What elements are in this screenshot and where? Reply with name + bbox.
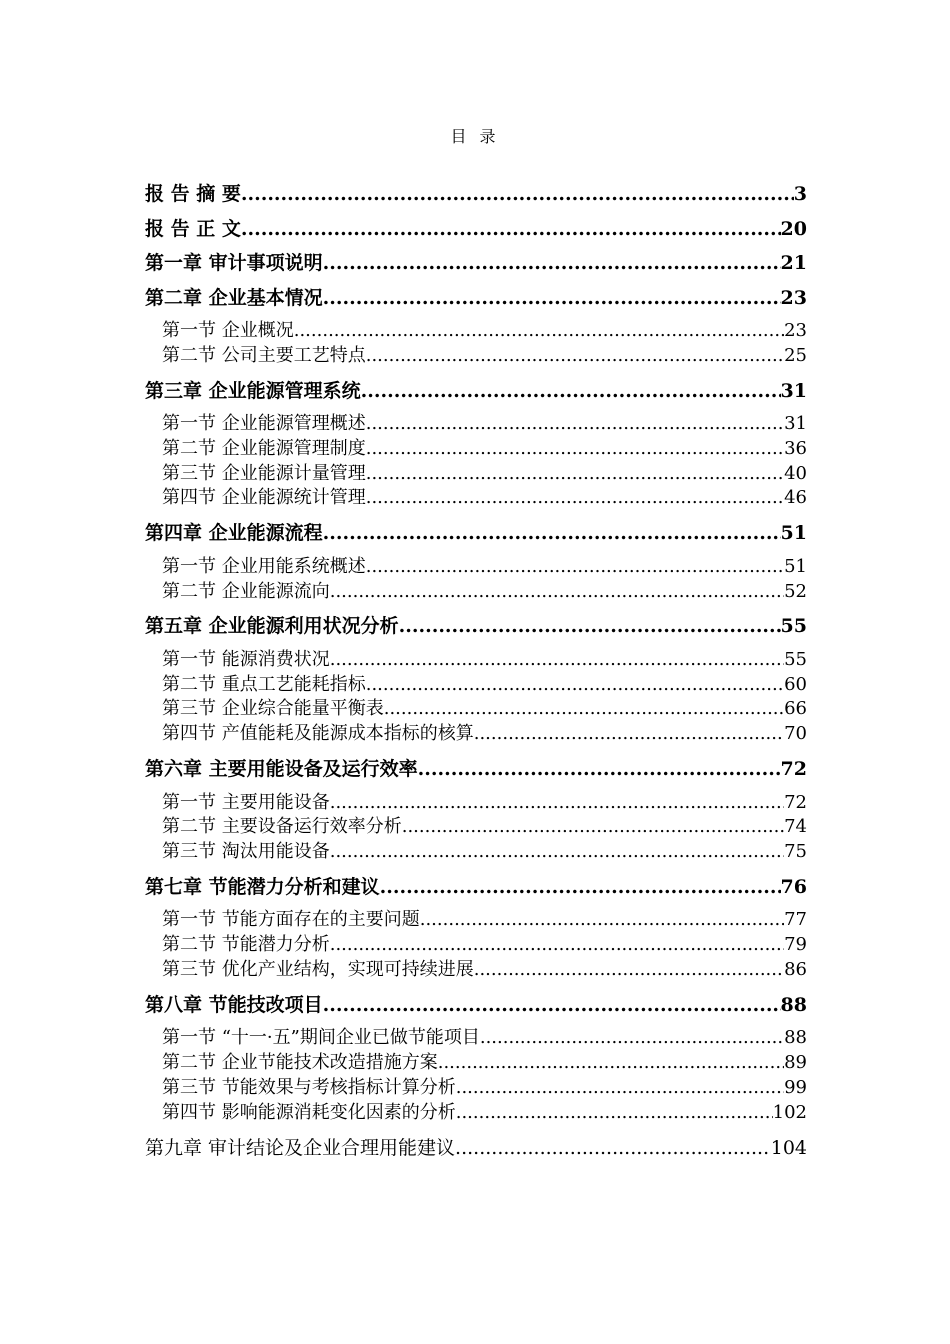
toc-entry-label: 第三节 企业综合能量平衡表 xyxy=(162,698,384,720)
toc-dot-leader xyxy=(366,556,784,578)
toc-page-number: 77 xyxy=(784,909,807,931)
toc-dot-leader xyxy=(366,487,784,509)
toc-entry-label: 第七章 节能潜力分析和建议 xyxy=(145,875,380,898)
toc-entry-label: 第三节 企业能源计量管理 xyxy=(162,462,366,484)
toc-entry-label: 第一节 企业能源管理概述 xyxy=(162,413,366,435)
toc-page-number: 23 xyxy=(784,320,807,341)
toc-entry-label: 第九章 审计结论及企业合理用能建议 xyxy=(145,1136,456,1159)
toc-dot-leader xyxy=(366,413,784,435)
toc-section-entry[interactable] xyxy=(145,959,807,984)
toc-section-entry[interactable] xyxy=(145,487,807,512)
toc-page-number: 3 xyxy=(793,183,807,205)
toc-page-number: 89 xyxy=(784,1052,807,1074)
toc-entry-label: 第三章 企业能源管理系统 xyxy=(145,379,361,402)
toc-entry-label: 第二节 节能潜力分析 xyxy=(162,934,330,956)
toc-entry-label: 第三节 优化产业结构，实现可持续进展 xyxy=(162,959,474,981)
toc-dot-leader xyxy=(330,581,784,603)
toc-entry-label: 第二章 企业基本情况 xyxy=(145,286,323,309)
toc-entry-label: 第三节 淘汰用能设备 xyxy=(162,841,330,863)
toc-page-number: 36 xyxy=(784,437,807,459)
toc-dot-leader xyxy=(380,875,781,899)
toc-spacer xyxy=(145,512,807,521)
toc-dot-leader xyxy=(330,792,784,814)
toc-chapter-entry[interactable] xyxy=(145,251,807,286)
toc-dot-leader xyxy=(330,649,784,671)
toc-section-entry[interactable] xyxy=(145,934,807,959)
toc-entry-label: 第一节 主要用能设备 xyxy=(162,791,330,813)
toc-dot-leader xyxy=(420,909,784,931)
toc-entry-label: 第四节 影响能源消耗变化因素的分析 xyxy=(162,1101,456,1123)
toc-entry-label: 第六章 主要用能设备及运行效率 xyxy=(145,758,418,781)
toc-chapter-entry[interactable] xyxy=(145,993,807,1028)
toc-entry-label: 第八章 节能技改项目 xyxy=(145,993,323,1016)
toc-entry-label: 第一节 企业概况 xyxy=(162,320,294,341)
toc-section-entry[interactable] xyxy=(145,1102,807,1127)
toc-chapter-entry[interactable] xyxy=(145,286,807,321)
toc-dot-leader xyxy=(418,757,781,781)
toc-chapter-entry[interactable] xyxy=(145,757,807,792)
toc-page-number: 31 xyxy=(784,413,807,435)
toc-entry-label: 第二节 企业节能技术改造措施方案 xyxy=(162,1052,438,1074)
toc-page-number: 88 xyxy=(780,993,807,1016)
toc-dot-leader xyxy=(361,379,781,403)
toc-page-number: 76 xyxy=(780,875,807,898)
toc-section-entry[interactable] xyxy=(145,698,807,723)
toc-chapter-entry[interactable] xyxy=(145,614,807,649)
toc-chapter-entry[interactable] xyxy=(145,521,807,556)
toc-dot-leader xyxy=(384,698,784,720)
toc-page-number: 55 xyxy=(780,615,807,638)
toc-entry-label: 第二节 主要设备运行效率分析 xyxy=(162,816,402,838)
toc-page-number: 79 xyxy=(784,934,807,956)
toc-title: 目 录 xyxy=(450,127,500,146)
toc-page-number: 102 xyxy=(772,1101,807,1123)
toc-section-entry[interactable] xyxy=(145,1027,807,1052)
toc-section-entry[interactable] xyxy=(145,320,807,345)
toc-entry-label: 第二节 重点工艺能耗指标 xyxy=(162,673,366,695)
toc-dot-leader xyxy=(323,251,781,275)
toc-section-entry[interactable] xyxy=(145,674,807,699)
toc-section-entry[interactable] xyxy=(145,816,807,841)
toc-entry-label: 第二节 公司主要工艺特点 xyxy=(162,344,366,366)
toc-page-number: 72 xyxy=(780,758,807,781)
toc-section-entry[interactable] xyxy=(145,463,807,488)
toc-entry-label: 第三节 节能效果与考核指标计算分析 xyxy=(162,1076,456,1098)
toc-entry-label: 第一节 节能方面存在的主要问题 xyxy=(162,909,420,931)
toc-entry-label: 第一节 能源消费状况 xyxy=(162,648,330,670)
toc-spacer xyxy=(145,984,807,993)
toc-section-entry[interactable] xyxy=(145,1052,807,1077)
toc-section-entry[interactable] xyxy=(145,438,807,463)
toc-dot-leader xyxy=(474,723,784,745)
toc-dot-leader xyxy=(366,345,784,367)
toc-page-number: 51 xyxy=(784,555,807,577)
toc-page-number: 75 xyxy=(784,841,807,863)
toc-dot-leader xyxy=(330,934,784,956)
toc-section-entry[interactable] xyxy=(145,413,807,438)
toc-page-number: 40 xyxy=(784,462,807,484)
toc-dot-leader xyxy=(474,959,784,981)
toc-spacer xyxy=(145,370,807,379)
toc-entry-label: 第一节 “十一·五”期间企业已做节能项目 xyxy=(162,1027,480,1049)
toc-spacer xyxy=(145,748,807,757)
toc-entry-label: 第一节 企业用能系统概述 xyxy=(162,555,366,577)
toc-section-entry[interactable] xyxy=(145,345,807,370)
toc-page-number: 70 xyxy=(784,723,807,745)
toc-page-number: 25 xyxy=(784,344,807,366)
toc-entry-label: 第四章 企业能源流程 xyxy=(145,522,323,545)
toc-dot-leader xyxy=(241,217,781,241)
toc-section-entry[interactable] xyxy=(145,841,807,866)
toc-chapter-entry[interactable] xyxy=(145,217,807,252)
toc-dot-leader xyxy=(241,182,794,206)
toc-entry-label: 第四节 企业能源统计管理 xyxy=(162,487,366,509)
toc-page-number: 74 xyxy=(784,816,807,838)
toc-dot-leader xyxy=(399,614,781,638)
toc-page-number: 52 xyxy=(784,580,807,602)
toc-dot-leader xyxy=(456,1102,773,1124)
toc-section-entry[interactable] xyxy=(145,581,807,606)
toc-section-entry[interactable] xyxy=(145,649,807,674)
toc-spacer xyxy=(145,866,807,875)
toc-entry-label: 第五章 企业能源利用状况分析 xyxy=(145,615,399,638)
toc-dot-leader xyxy=(438,1052,784,1074)
toc-dot-leader xyxy=(366,674,784,696)
toc-page-number: 20 xyxy=(780,217,807,240)
toc-page-number: 46 xyxy=(784,487,807,509)
toc-section-entry[interactable] xyxy=(145,792,807,817)
toc-dot-leader xyxy=(323,993,781,1017)
toc-page-number: 86 xyxy=(784,959,807,981)
toc-section-entry[interactable] xyxy=(145,1077,807,1102)
toc-dot-leader xyxy=(402,816,784,838)
toc-page-number: 51 xyxy=(780,522,807,545)
toc-section-entry[interactable] xyxy=(145,556,807,581)
toc-dot-leader xyxy=(330,841,784,863)
toc-spacer xyxy=(145,1127,807,1136)
toc-entry-label: 第二节 企业能源流向 xyxy=(162,580,330,602)
toc-dot-leader xyxy=(456,1077,784,1099)
toc-dot-leader xyxy=(294,320,784,342)
toc-dot-leader xyxy=(323,521,781,545)
toc-dot-leader xyxy=(366,438,784,460)
table-of-contents xyxy=(145,182,807,1170)
toc-page-number: 66 xyxy=(784,698,807,720)
toc-section-entry[interactable] xyxy=(145,723,807,748)
toc-page-number: 72 xyxy=(784,791,807,813)
toc-page-number: 55 xyxy=(784,648,807,670)
toc-page-number: 99 xyxy=(784,1076,807,1098)
toc-chapter-entry[interactable] xyxy=(145,1136,807,1171)
toc-page-number: 104 xyxy=(770,1136,807,1159)
toc-page-number: 31 xyxy=(780,379,807,402)
toc-page-number: 21 xyxy=(780,252,807,274)
toc-page-number: 60 xyxy=(784,673,807,695)
toc-dot-leader xyxy=(480,1027,784,1049)
toc-dot-leader xyxy=(455,1136,771,1160)
toc-chapter-entry[interactable] xyxy=(145,875,807,910)
toc-entry-label: 第一章 审计事项说明 xyxy=(145,252,323,274)
toc-entry-label: 报 告 摘 要 xyxy=(145,183,241,205)
toc-dot-leader xyxy=(366,463,784,485)
toc-chapter-entry[interactable] xyxy=(145,182,807,217)
toc-entry-label: 第二节 企业能源管理制度 xyxy=(162,437,366,459)
toc-entry-label: 报 告 正 文 xyxy=(145,217,241,240)
toc-spacer xyxy=(145,605,807,614)
toc-page-number: 88 xyxy=(784,1027,807,1049)
toc-dot-leader xyxy=(323,286,781,310)
toc-section-entry[interactable] xyxy=(145,909,807,934)
toc-entry-label: 第四节 产值能耗及能源成本指标的核算 xyxy=(162,723,474,745)
toc-page-number: 23 xyxy=(780,286,807,309)
toc-chapter-entry[interactable] xyxy=(145,379,807,414)
